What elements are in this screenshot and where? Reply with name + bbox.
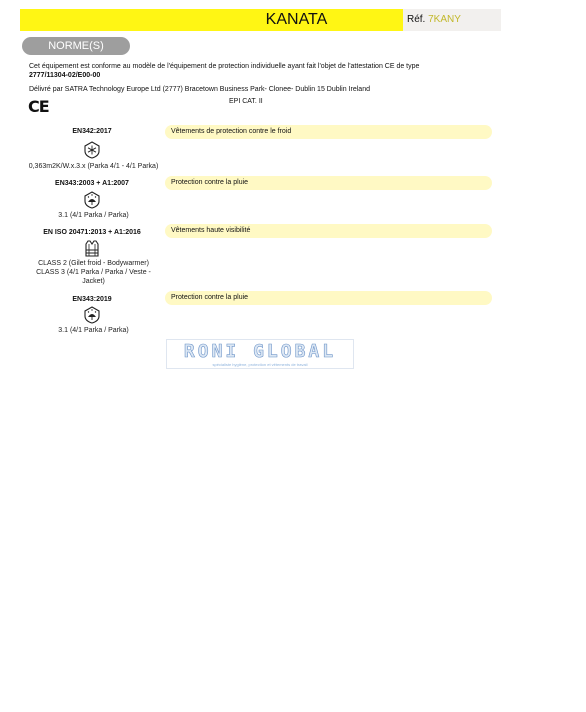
reference-box bbox=[403, 9, 501, 31]
norme-section-badge: NORME(S) bbox=[22, 37, 130, 55]
conformity-statement: Cet équipement est conforme au modèle de l'équipement de protection individuelle ayant fait l'objet de l'attestation CE de type bbox=[29, 63, 420, 70]
logo-wordmark: RONI GLOBAL bbox=[183, 341, 337, 362]
standard-performance-line: CLASS 2 (Gilet froid - Bodywarmer) bbox=[38, 260, 149, 267]
standard-description: Protection contre la pluie bbox=[165, 176, 492, 190]
ce-mark: CE bbox=[28, 97, 49, 116]
product-title: KANATA bbox=[265, 11, 328, 28]
high-visibility-icon bbox=[83, 239, 101, 257]
standard-code: EN343:2019 bbox=[72, 296, 112, 303]
standard-code: EN343:2003 + A1:2007 bbox=[55, 180, 129, 187]
standard-performance-line: CLASS 3 (4/1 Parka / Parka / Veste - bbox=[36, 269, 151, 276]
standard-performance-line: Jacket) bbox=[82, 278, 105, 285]
standard-performance: 3.1 (4/1 Parka / Parka) bbox=[58, 212, 129, 219]
cold-protection-icon bbox=[83, 141, 101, 159]
header-title-bar bbox=[20, 9, 403, 31]
logo-tagline: spécialiste hygiène, protection et vêtements de travail bbox=[212, 362, 308, 367]
standard-performance: 3.1 (4/1 Parka / Parka) bbox=[58, 327, 129, 334]
reference-label: Réf. bbox=[407, 14, 426, 25]
reference-value: 7KANY bbox=[428, 14, 461, 25]
standard-performance: 0,363m2K/W.x.3.x (Parka 4/1 - 4/1 Parka) bbox=[28, 163, 159, 170]
standard-description: Vêtements de protection contre le froid bbox=[165, 125, 492, 139]
standard-description: Vêtements haute visibilité bbox=[165, 224, 492, 238]
rain-protection-icon bbox=[83, 191, 101, 209]
roni-global-logo bbox=[166, 339, 354, 369]
certificate-number: 2777/11304-02/E00-00 bbox=[29, 72, 101, 79]
rain-protection-icon bbox=[83, 306, 101, 324]
standard-code: EN342:2017 bbox=[72, 128, 112, 135]
issuer-statement: Délivré par SATRA Technology Europe Ltd (2777) Bracetown Business Park- Clonee- Dublin 15 Dublin Ireland bbox=[29, 86, 370, 93]
standard-description: Protection contre la pluie bbox=[165, 291, 492, 305]
standard-code: EN ISO 20471:2013 + A1:2016 bbox=[43, 229, 141, 236]
epi-category: EPI CAT. II bbox=[229, 98, 263, 105]
